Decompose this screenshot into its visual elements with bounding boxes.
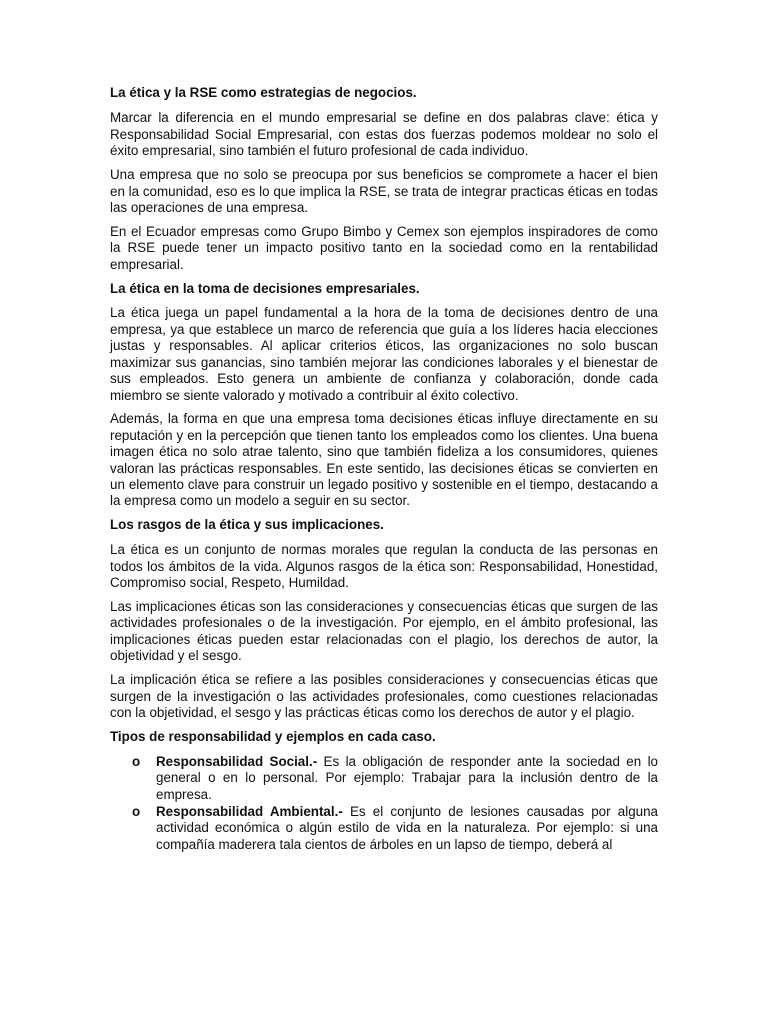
list-item-text: Es el conjunto de lesiones causadas por alguna actividad económica o algún estilo de vida en la naturaleza. Por ejemplo: si una compañía maderera tala cientos de árboles en un lapso de tiempo, deberá al [156,803,658,852]
bullet-marker: o [132,753,141,769]
list-item [110,754,658,803]
paragraph: La implicación ética se refiere a las posibles consideraciones y consecuencias éticas que surgen de la investigación o las actividades profesionales, como cuestiones relacionadas con la objetividad, el sesgo y las prácticas éticas como los derechos de autor y el plagio. [110,672,658,720]
responsibility-types-list [110,754,658,853]
list-item-term: Responsabilidad Social.- [156,753,318,769]
section-heading-tipos-responsabilidad: Tipos de responsabilidad y ejemplos en cada caso. [110,728,436,744]
paragraph: Las implicaciones éticas son las consideraciones y consecuencias éticas que surgen de las actividades profesionales o de la investigación. Por ejemplo, en el ámbito profesional, las implicaciones éticas pueden estar relacionadas con el plagio, los derechos de autor, la objetividad y el sesgo. [110,598,658,664]
bullet-marker: o [132,803,141,819]
paragraph: En el Ecuador empresas como Grupo Bimbo y Cemex son ejemplos inspiradores de como la RSE puede tener un impacto positivo tanto en la sociedad como en la rentabilidad empresarial. [110,223,658,272]
paragraph: Marcar la diferencia en el mundo empresarial se define en dos palabras clave: ética y Responsabilidad Social Empresarial, con estas dos fuerzas podemos moldear no solo el éxito empresarial, sino también el futuro profesional de cada individuo. [110,110,658,159]
document-page [110,85,658,854]
section-heading-toma-decisiones: La ética en la toma de decisiones empresariales. [110,280,420,296]
paragraph: La ética juega un papel fundamental a la hora de la toma de decisiones dentro de una empresa, ya que establece un marco de referencia que guía a los líderes hacia elecciones justas y responsables. Al aplicar criterios éticos, las organizaciones no solo buscan maximizar sus ganancias, sino también mejorar las condiciones laborales y el bienestar de sus empleados. Esto genera un ambiente de confianza y colaboración, donde cada miembro se siente valorado y motivado a contribuir al éxito colectivo. [110,305,658,403]
paragraph: Además, la forma en que una empresa toma decisiones éticas influye directamente en su reputación y en la percepción que tienen tanto los empleados como los clientes. Una buena imagen ética no solo atrae talento, sino que también fideliza a los consumidores, quienes valoran las prácticas responsables. En este sentido, las decisiones éticas se convierten en un elemento clave para construir un legado positivo y sostenible en el tiempo, destacando a la empresa como un modelo a seguir en su sector. [110,411,658,509]
section-heading-rasgos-etica: Los rasgos de la ética y sus implicaciones. [110,517,384,533]
paragraph: Una empresa que no solo se preocupa por sus beneficios se compromete a hacer el bien en la comunidad, eso es lo que implica la RSE, se trata de integrar practicas éticas en todas las operaciones de una empresa. [110,167,658,215]
section-heading-etica-rse: La ética y la RSE como estrategias de negocios. [110,85,417,100]
list-item [110,804,658,853]
paragraph: La ética es un conjunto de normas morales que regulan la conducta de las personas en todos los ámbitos de la vida. Algunos rasgos de la ética son: Responsabilidad, Honestidad, Compromiso social, Respeto, Humildad. [110,542,658,591]
list-item-term: Responsabilidad Ambiental.- [156,803,343,819]
list-item-text: Es la obligación de responder ante la sociedad en lo general o en lo personal. Por ejemplo: Trabajar para la inclusión dentro de la empresa. [156,753,658,802]
